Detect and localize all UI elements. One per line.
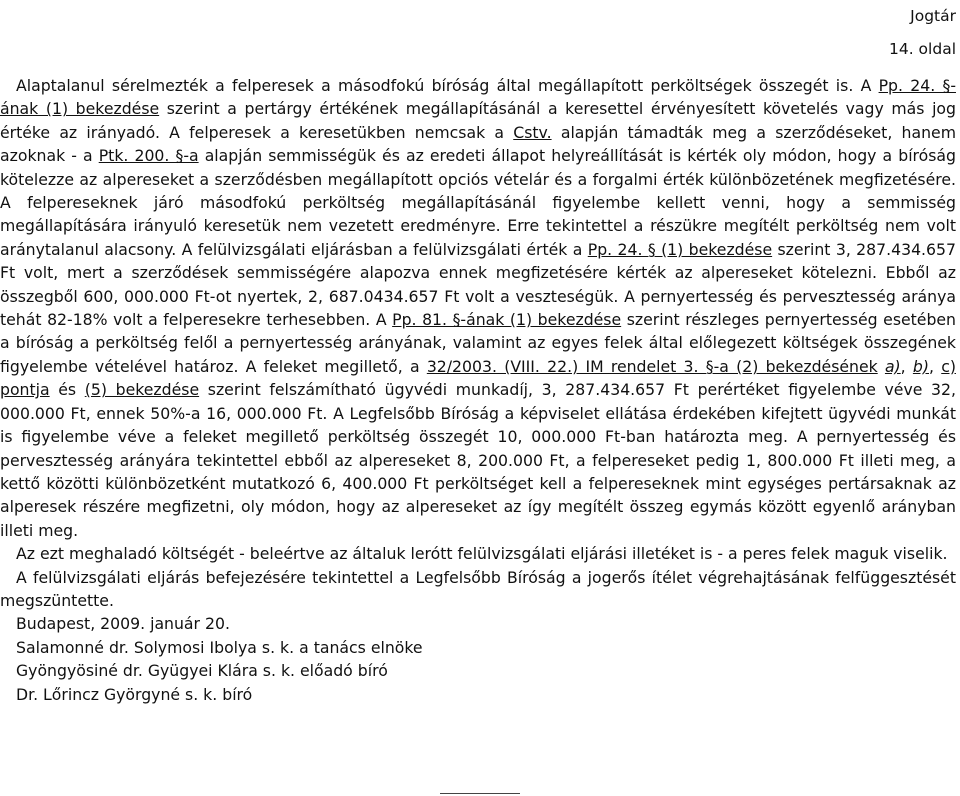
publisher-name: Jogtár xyxy=(910,7,956,25)
law-reference-link[interactable]: Cstv. xyxy=(513,122,552,142)
text-segment: szerint a pertárgy értékének megállapításánál a keresettel érvényesített követelés vagy más jog értéke az irányadó. A felperesek a keresetükben nemcsak a xyxy=(0,99,956,142)
text-segment xyxy=(878,357,885,376)
signature-judge: Dr. Lőrincz Györgyné s. k. bíró xyxy=(16,684,253,704)
cost-reasoning-paragraph xyxy=(0,74,956,542)
place-date: Budapest, 2009. január 20. xyxy=(16,614,230,634)
suspension-paragraph: A felülvizsgálati eljárás befejezésére tekintettel a Legfelsőbb Bíróság a jogerős ítélet végrehajtásának felfüggesztését megszüntette. xyxy=(0,567,956,610)
law-reference-link[interactable]: (5) bekezdése xyxy=(84,380,200,400)
text-segment: , xyxy=(929,356,942,376)
text-segment: , xyxy=(900,356,913,376)
law-reference-link[interactable]: b) xyxy=(912,356,929,376)
signature-reporting-judge: Gyöngyösiné dr. Gyügyei Klára s. k. előadó bíró xyxy=(16,661,388,681)
law-reference-link[interactable]: c) pontja xyxy=(0,356,956,400)
signature-presiding-judge: Salamonné dr. Solymosi Ibolya s. k. a tanács elnöke xyxy=(16,637,423,657)
text-segment: és xyxy=(49,380,85,400)
footer-divider xyxy=(440,793,520,794)
law-reference-link[interactable]: Pp. 24. §-ának (1) bekezdése xyxy=(0,76,956,119)
law-reference-link[interactable]: a) xyxy=(884,356,901,376)
text-segment: szerint 3, 287.434.657 Ft volt, mert a szerződések semmisségére alapozva ennek megfizetésére kérték az alpereseket kötelezni. Ebből az összegből 600, 000.000 Ft-ot nyertek, 2, 687.0434.657 Ft volt a veszteségük. A pernyertesség és pervesztesség aránya tehát 82-18% volt a felperesekre terhesebben. A xyxy=(0,239,956,330)
text-segment: szerint részleges pernyertesség esetében a bíróság a perköltség felől a pernyertesség arányának, valamint az egyes felek által előlegezett költségek összegének figyelembe vételével határoz. A feleket megillető, a xyxy=(0,310,956,376)
page-number: 14. oldal xyxy=(888,40,956,58)
text-segment: szerint felszámítható ügyvédi munkadíj, 3, 287.434.657 Ft perértéket figyelembe véve 32, 000.000 Ft, ennek 50%-a 16, 000.000 Ft. A Legfelsőbb Bíróság a képviselet ellátása érdekében kifejtett ügyvédi munkát is figyelembe véve a feleket megillető perköltség összegét 10, 000.000 Ft-ban határozta meg. A pernyertesség és pervesztesség arányára tekintettel ebből az alpereseket 8, 200.000 Ft, a felpereseket pedig 1, 800.000 Ft illeti meg, a kettő közötti különbözetként mutatkozó 6, 400.000 Ft perköltséget kell a felpereseknek mint egységes pertársaknak az alperesek részére megfizetni, oly módon, hogy az alpereseket az így megítélt összeg egymás között egyenlő arányban illeti meg. xyxy=(0,380,956,540)
page-header xyxy=(889,0,956,66)
law-reference-link[interactable]: 32/2003. (VIII. 22.) IM rendelet 3. §-a (2) bekezdésének xyxy=(426,356,878,376)
text-segment: Alaptalanul sérelmezték a felperesek a másodfokú bíróság által megállapított perköltségek összegét is. A xyxy=(16,76,879,95)
text-segment: alapján semmisségük és az eredeti állapot helyreállítását is kérték oly módon, hogy a bíróság kötelezze az alpereseket a szerződésben megállapított opciós vételár és a forgalmi érték különbözetének megfizetésére. A felpereseknek járó másodfokú perköltség megállapításánál figyelembe kellett venni, hogy a semmisség megállapítására irányuló keresetük nem vezetett eredményre. Erre tekintettel a részükre megítélt perköltség nem volt aránytalanul alacsony. A felülvizsgálati eljárásban a felülvizsgálati érték a xyxy=(0,146,957,259)
law-reference-link[interactable]: Pp. 81. §-ának (1) bekezdése xyxy=(392,310,622,330)
law-reference-link[interactable]: Pp. 24. § (1) bekezdése xyxy=(587,239,773,259)
law-reference-link[interactable]: Ptk. 200. §-a xyxy=(98,146,199,166)
document-body xyxy=(0,74,956,706)
text-segment: alapján támadták meg a szerződéseket, hanem azoknak - a xyxy=(0,122,956,166)
cost-bearing-paragraph: Az ezt meghaladó költségét - beleértve az általuk lerótt felülvizsgálati eljárási illetéket is - a peres felek maguk viselik. xyxy=(16,544,948,564)
